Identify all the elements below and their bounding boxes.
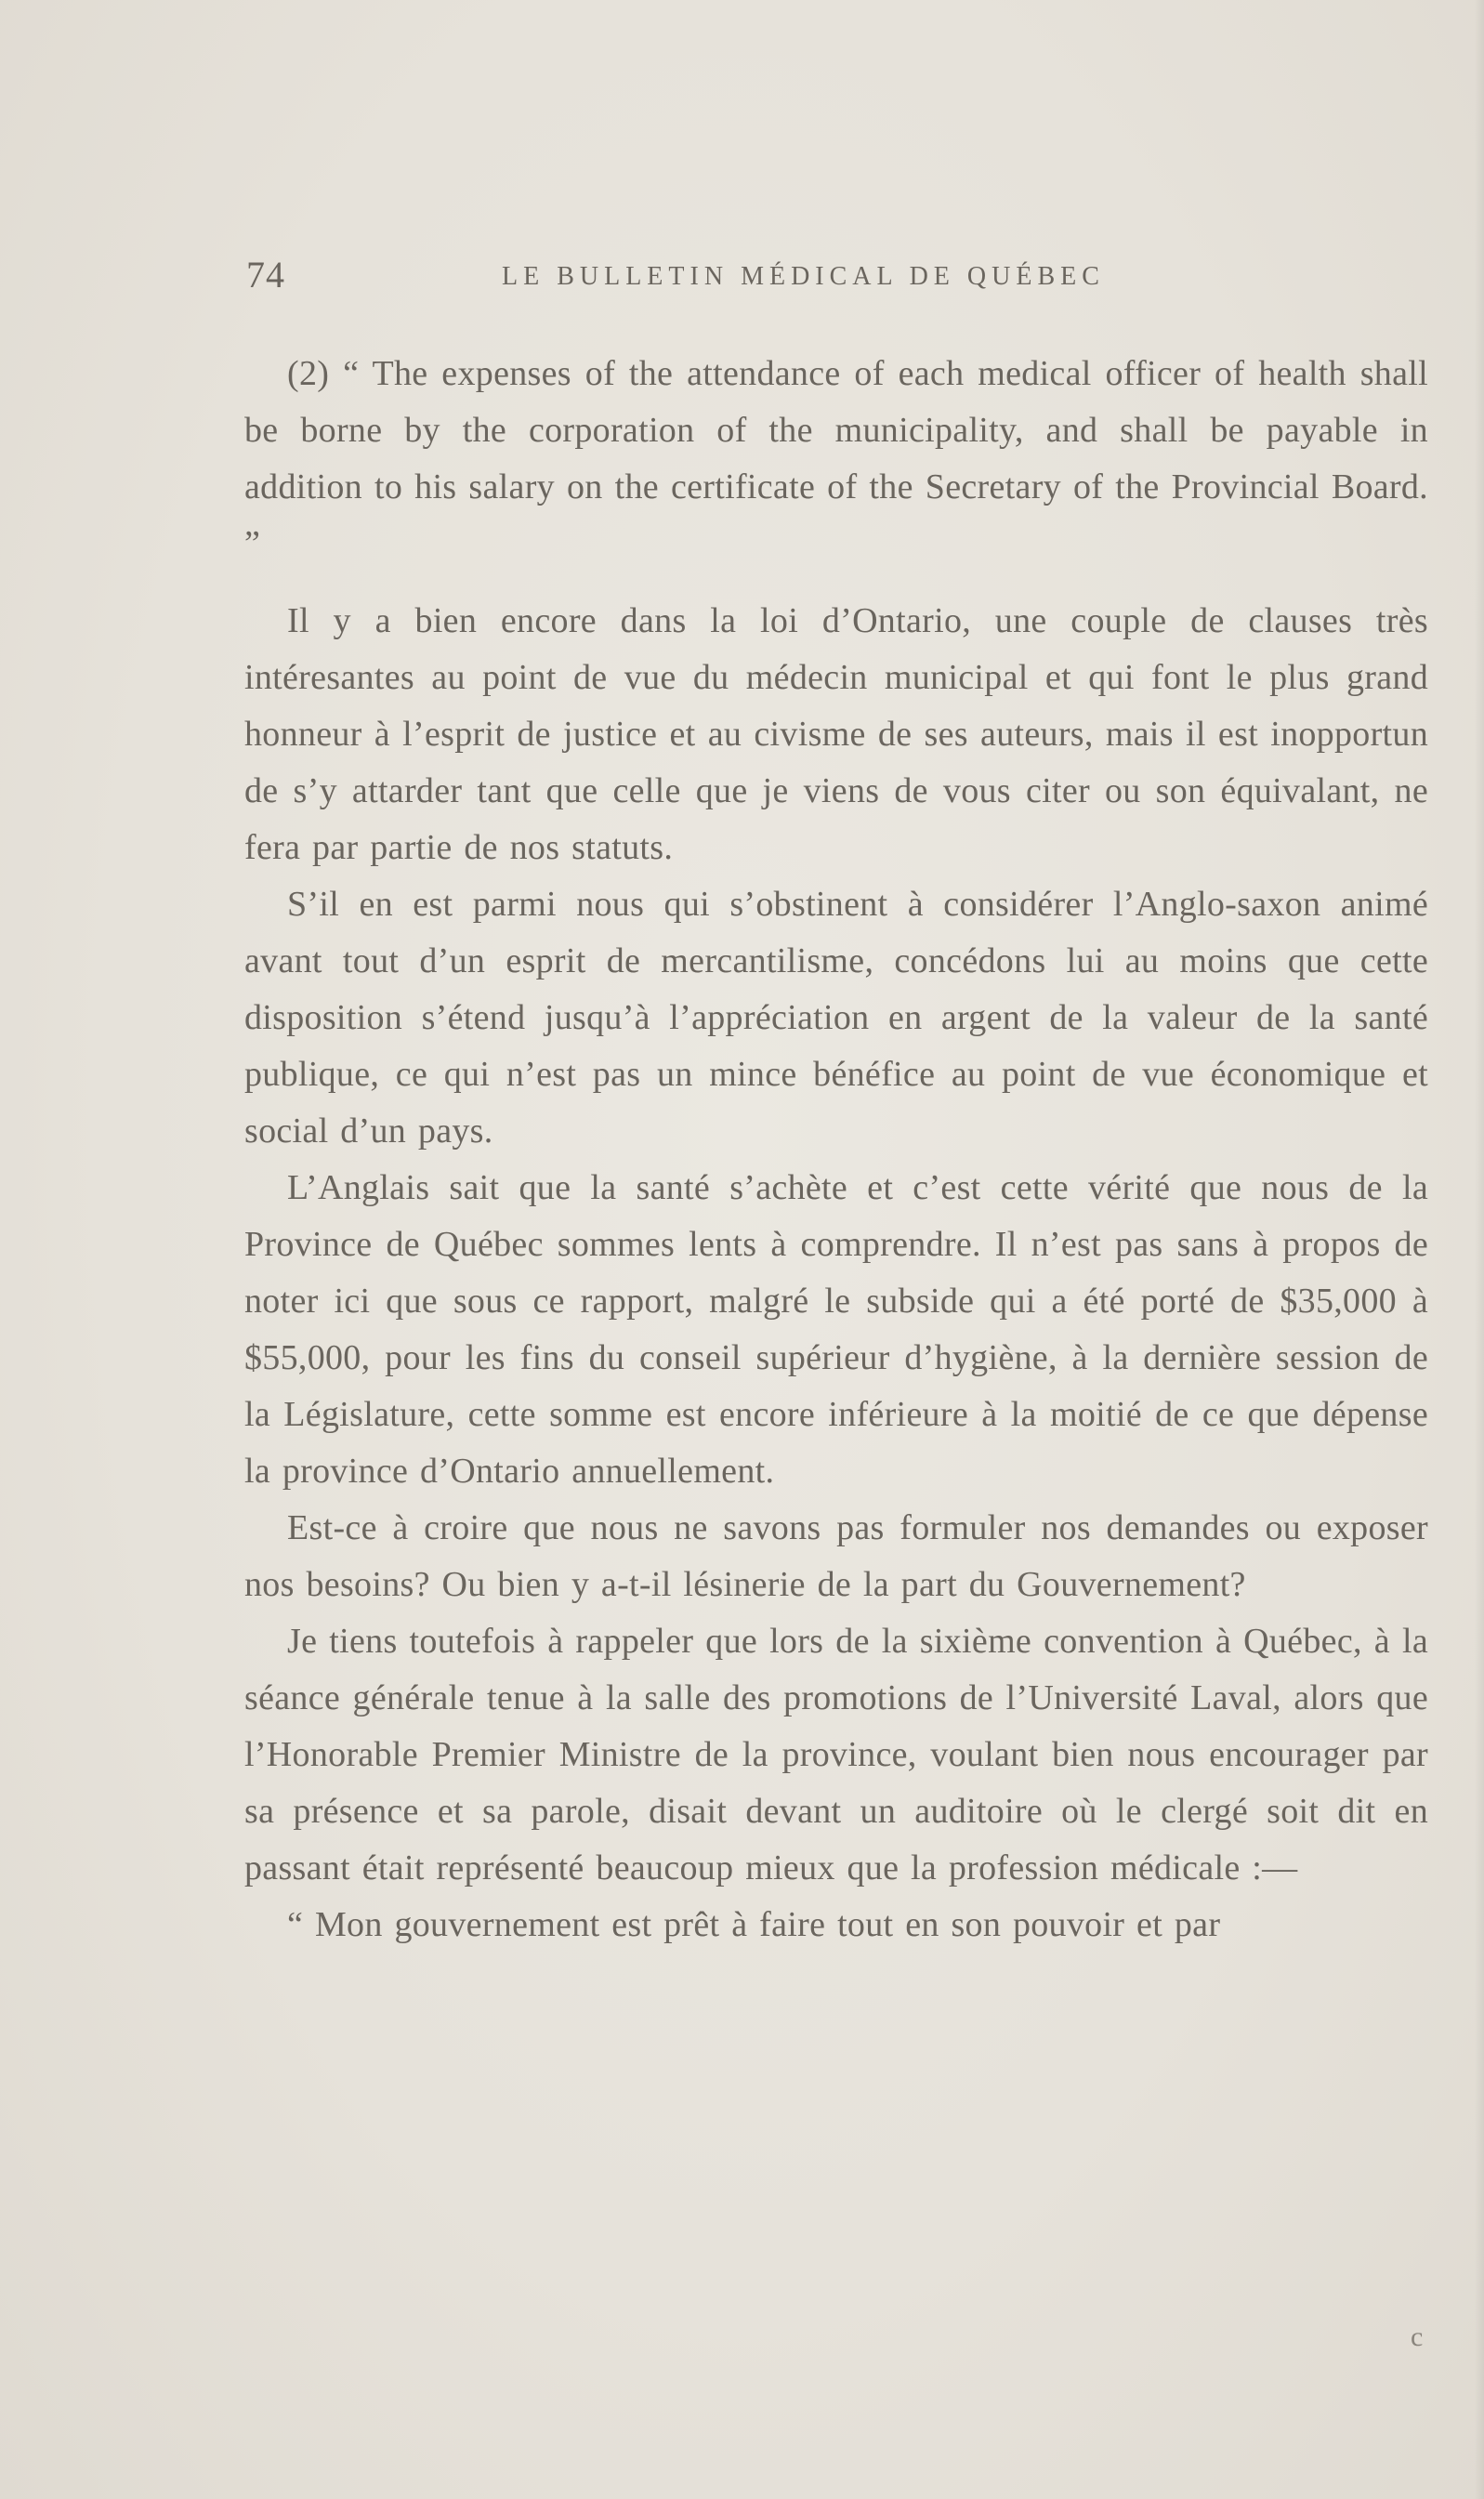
running-title: LE BULLETIN MÉDICAL DE QUÉBEC bbox=[502, 262, 1105, 291]
margin-mark: c bbox=[1411, 2321, 1424, 2352]
paragraph-sante-publique: L’Anglais sait que la santé s’achète et c’est cette vérité que nous de la Province de Québec sommes lents à comprendre. Il n’est pas sans à propos de noter ici que sous ce rapport, malgré le subside qui a été porté de $35,000 à $55,000, pour les fins du conseil supérieur d’hygiène, à la dernière session de la Législature, cette somme est encore inférieure à la moitié de ce que dépense la province d’Ontario annuellement. bbox=[244, 1168, 1428, 1491]
page-header bbox=[246, 253, 1175, 297]
paragraph-quote-ministre: “ Mon gouvernement est prêt à faire tout en son pouvoir et par bbox=[287, 1905, 1221, 1944]
page-number: 74 bbox=[246, 254, 285, 296]
paragraph-quote-english: (2) “ The expenses of the attendance of each medical officer of health shall be borne by the corporation of the municipality, and shall be payable in addition to his salary on the certificate of the Secretary of the Provincial Board. ” bbox=[244, 354, 1428, 563]
page-edge-shadow bbox=[1475, 0, 1484, 2499]
paragraph-question-gouvernement: Est-ce à croire que nous ne savons pas formuler nos demandes ou exposer nos besoins? Ou bien y a-t-il lésinerie de la part du Gouvernement? bbox=[244, 1508, 1428, 1604]
paragraph-convention-quebec: Je tiens toutefois à rappeler que lors de la sixième convention à Québec, à la séance générale tenue à la salle des promotions de l’Université Laval, alors que l’Honorable Premier Ministre de la province, voulant bien nous encourager par sa présence et sa parole, disait devant un auditoire où le clergé soit dit en passant était représenté beaucoup mieux que la profession médicale :— bbox=[244, 1622, 1428, 1887]
paragraph-anglo-saxon: S’il en est parmi nous qui s’obstinent à considérer l’Anglo-saxon animé avant tout d’un esprit de mercantilisme, concédons lui au moins que cette disposition s’étend jusqu’à l’appréciation en argent de la valeur de la santé publique, ce qui n’est pas un mince bénéfice au point de vue économique et social d’un pays. bbox=[244, 885, 1428, 1151]
paragraph-ontario-clauses: Il y a bien encore dans la loi d’Ontario, une couple de clauses très intéresantes au point de vue du médecin municipal et qui font le plus grand honneur à l’esprit de justice et au civisme de ses auteurs, mais il est inopportun de s’y attarder tant que celle que je viens de vous citer ou son équivalant, ne fera par partie de nos statuts. bbox=[244, 601, 1428, 867]
body-text bbox=[244, 346, 1428, 1953]
